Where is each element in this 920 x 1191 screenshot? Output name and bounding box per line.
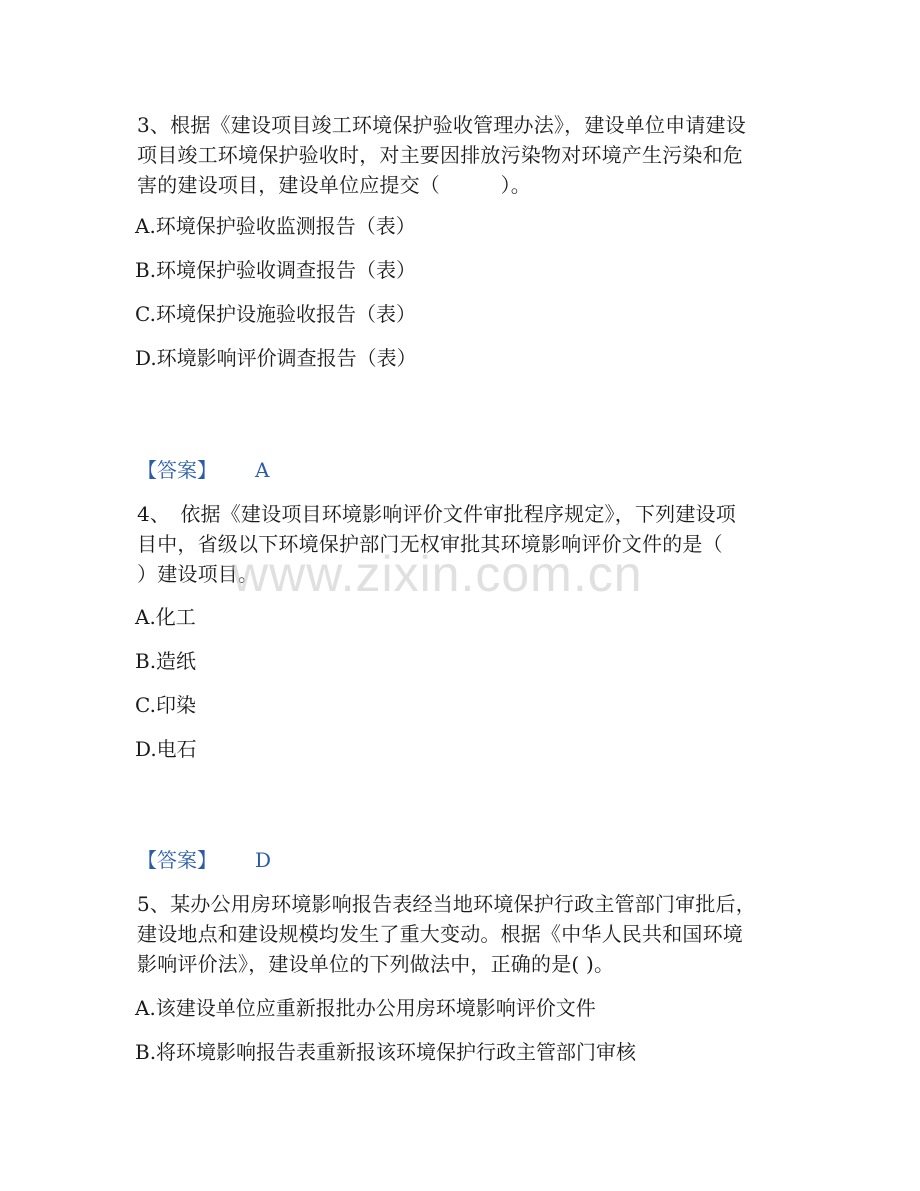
question-3-option-b: B.环境保护验收调查报告（表） [135, 258, 417, 282]
answer-label: 【答案】 [137, 848, 217, 872]
question-3-option-c: C.环境保护设施验收报告（表） [135, 302, 416, 326]
question-5-line-1: 5、某办公用房环境影响报告表经当地环境保护行政主管部门审批后， [137, 892, 756, 916]
answer-label: 【答案】 [137, 458, 217, 482]
question-4-option-d: D.电石 [135, 737, 197, 761]
question-5-line-3: 影响评价法》，建设单位的下列做法中，正确的是( )。 [137, 952, 615, 976]
question-3-line-1: 3、根据《建设项目竣工环境保护验收管理办法》，建设单位申请建设 [137, 113, 746, 137]
question-5-option-b: B.将环境影响报告表重新报该环境保护行政主管部门审核 [135, 1040, 637, 1064]
question-4-option-b: B.造纸 [135, 649, 197, 673]
question-4-option-c: C.印染 [135, 693, 196, 717]
question-3-line-2: 项目竣工环境保护验收时，对主要因排放污染物对环境产生污染和危 [137, 143, 743, 167]
watermark: www.zixin.com.cn [232, 546, 643, 602]
question-4-option-a: A.化工 [135, 605, 196, 629]
question-5-line-2: 建设地点和建设规模均发生了重大变动。根据《中华人民共和国环境 [137, 922, 743, 946]
question-4-line-3: ）建设项目。 [137, 562, 259, 586]
question-3-option-d: D.环境影响评价调查报告（表） [135, 346, 417, 370]
question-4-line-1: 4、 依据《建设项目环境影响评价文件审批程序规定》，下列建设项 [137, 502, 736, 526]
answer-value: A [255, 458, 270, 482]
question-4-line-2: 目中，省级以下环境保护部门无权审批其环境影响评价文件的是（ [137, 532, 723, 556]
answer-value: D [255, 848, 272, 872]
question-4-answer [137, 845, 271, 875]
question-5-option-a: A.该建设单位应重新报批办公用房环境影响评价文件 [135, 996, 596, 1020]
question-3-answer [137, 455, 269, 485]
question-3-line-3: 害的建设项目，建设单位应提交（ ）。 [137, 173, 531, 197]
question-3-option-a: A.环境保护验收监测报告（表） [135, 214, 416, 238]
